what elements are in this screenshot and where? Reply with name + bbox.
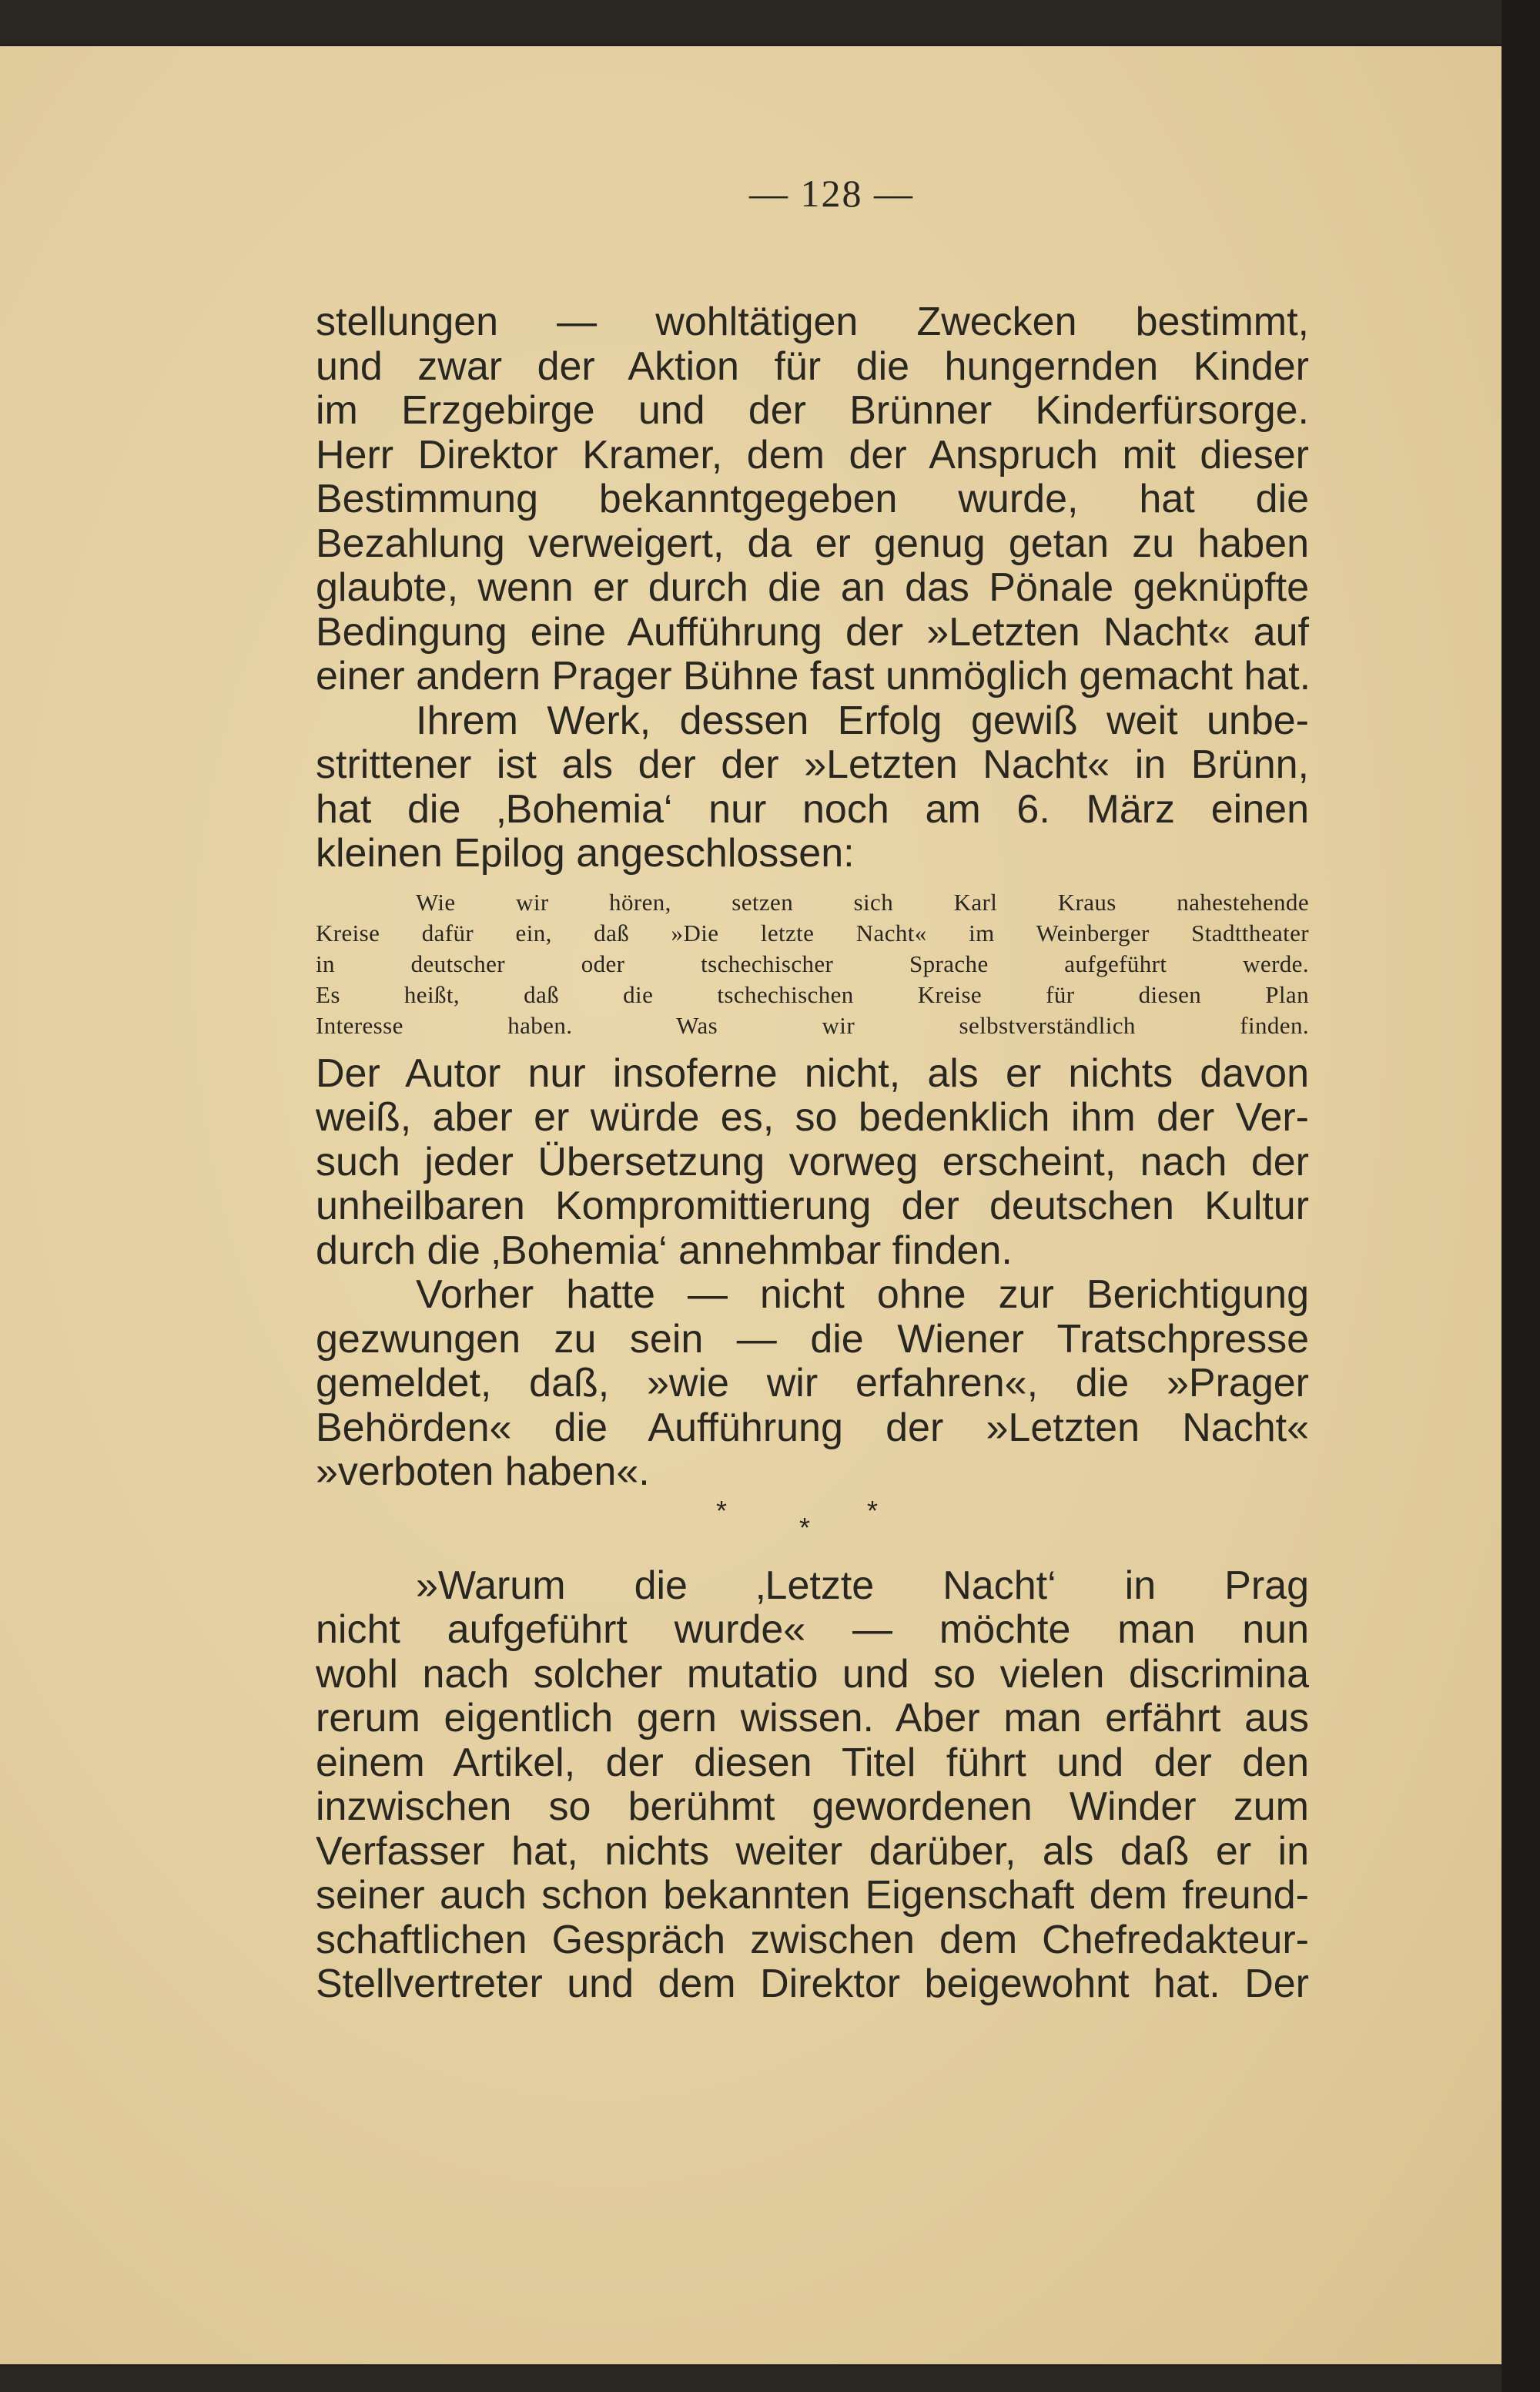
separator-star: *: [799, 1511, 811, 1543]
text-line: Der Autor nur insoferne nicht, als er nichts davon: [316, 1050, 1309, 1096]
text-line: nicht aufgeführt wurde« — möchte man nun: [316, 1607, 1309, 1652]
text-line: wohl nach solcher mutatio und so vielen discrimina: [316, 1651, 1309, 1697]
text-line: Herr Direktor Kramer, dem der Anspruch mit dieser: [316, 432, 1309, 477]
book-page: [0, 46, 1502, 2364]
text-line: inzwischen so berühmt gewordenen Winder zum: [316, 1784, 1309, 1829]
paragraph-2: [316, 699, 1309, 876]
text-line: glaubte, wenn er durch die an das Pönale geknüpfte: [316, 565, 1309, 610]
text-line: Verfasser hat, nichts weiter darüber, als daß er in: [316, 1828, 1309, 1874]
quote-line: in deutscher oder tschechischer Sprache aufgeführt werde.: [316, 950, 1309, 977]
separator-star: *: [867, 1494, 879, 1526]
text-line: unheilbaren Kompromittierung der deutschen Kultur: [316, 1184, 1309, 1228]
text-line: gemeldet, daß, »wie wir erfahren«, die »Prager: [316, 1361, 1309, 1405]
paragraph-3: [316, 1052, 1309, 1274]
text-line: durch die ‚Bohemia‘ annehmbar finden.: [316, 1228, 1013, 1273]
text-line: kleinen Epilog angeschlossen:: [316, 831, 855, 876]
text-line: such jeder Übersetzung vorweg erscheint, nach der: [316, 1139, 1309, 1184]
separator-star: *: [716, 1494, 728, 1526]
text-line: stellungen — wohltätigen Zwecken bestimmt,: [316, 300, 1309, 344]
quote-line: Wie wir hören, setzen sich Karl Kraus nahestehende: [416, 888, 1309, 916]
text-line: einer andern Prager Bühne fast unmöglich gemacht hat.: [316, 654, 1311, 699]
text-line: strittener ist als der der »Letzten Nacht« in Brünn,: [316, 742, 1309, 787]
text-line: hat die ‚Bohemia‘ nur noch am 6. März einen: [316, 786, 1309, 832]
paragraph-1: [316, 300, 1309, 699]
quote-line: Es heißt, daß die tschechischen Kreise für diesen Plan: [316, 980, 1309, 1008]
text-line: einem Artikel, der diesen Titel führt und der den: [316, 1740, 1309, 1785]
text-line: Ihrem Werk, dessen Erfolg gewiß weit unbe-: [416, 698, 1309, 743]
quote-line: Kreise dafür ein, daß »Die letzte Nacht« im Weinberger Stadttheater: [316, 919, 1309, 946]
text-line: gezwungen zu sein — die Wiener Tratschpresse: [316, 1316, 1309, 1362]
text-line: Vorher hatte — nicht ohne zur Berichtigung: [416, 1272, 1309, 1317]
text-line: Bezahlung verweigert, da er genug getan zu haben: [316, 521, 1309, 566]
text-line: »verboten haben«.: [316, 1449, 650, 1494]
text-line: Behörden« die Aufführung der »Letzten Nacht«: [316, 1405, 1309, 1450]
paragraph-4: [316, 1273, 1309, 1495]
page-text: [316, 300, 1309, 2007]
text-line: im Erzgebirge und der Brünner Kinderfürsorge.: [316, 388, 1309, 433]
page-number: — 128 —: [749, 172, 914, 215]
text-line: rerum eigentlich gern wissen. Aber man erfährt aus: [316, 1696, 1309, 1740]
text-line: Bestimmung bekanntgegeben wurde, hat die: [316, 477, 1309, 521]
scanner-background: [1502, 0, 1540, 2392]
text-line: Stellvertreter und dem Direktor beigewohnt hat. Der: [316, 1962, 1309, 2006]
block-quote: [316, 887, 1309, 1041]
section-separator: [316, 1495, 1309, 1564]
paragraph-5: [316, 1564, 1309, 2007]
quote-line: Interesse haben. Was wir selbstverständlich finden.: [316, 1011, 1309, 1039]
text-line: und zwar der Aktion für die hungernden Kinder: [316, 343, 1309, 389]
text-line: Bedingung eine Aufführung der »Letzten Nacht« auf: [316, 609, 1309, 655]
text-line: »Warum die ‚Letzte Nacht‘ in Prag: [416, 1563, 1309, 1608]
text-line: weiß, aber er würde es, so bedenklich ihm der Ver-: [316, 1095, 1309, 1140]
text-line: seiner auch schon bekannten Eigenschaft dem freund-: [316, 1873, 1309, 1918]
text-line: schaftlichen Gespräch zwischen dem Chefredakteur-: [316, 1917, 1309, 1962]
